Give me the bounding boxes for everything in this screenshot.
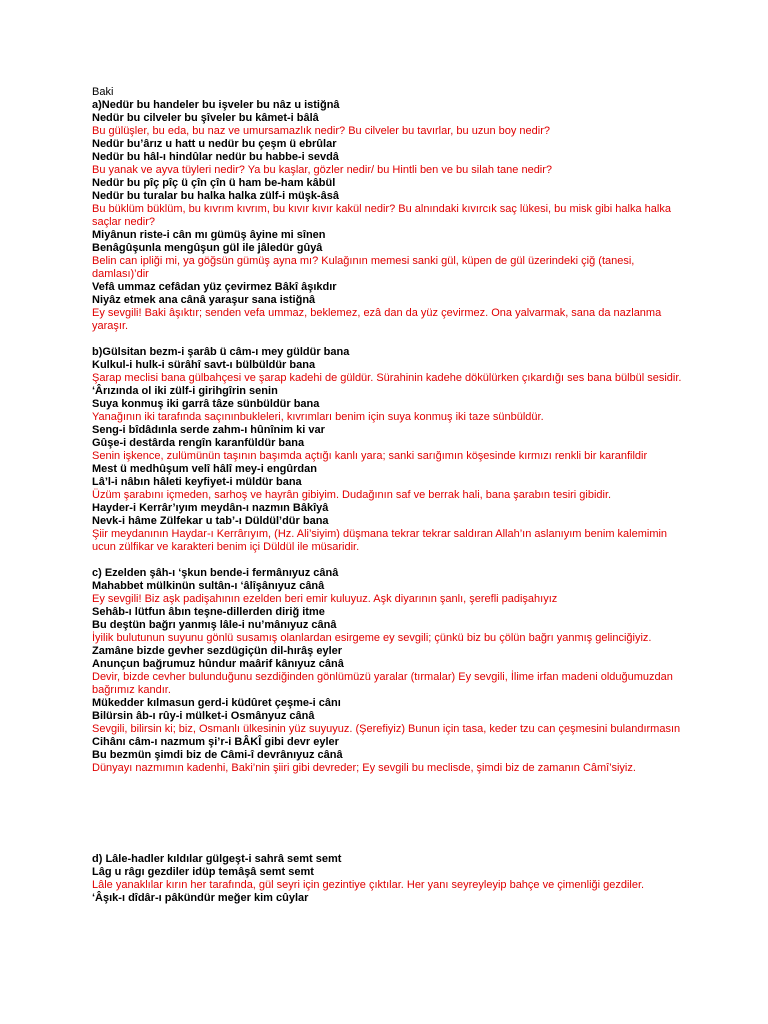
- verse-line: ‘Âşık-ı dîdâr-ı pâkündür meğer kim cûylar: [92, 892, 309, 904]
- verse-line: Lâ’l-i nâbın hâleti keyfiyet-i müldür bana: [92, 476, 302, 488]
- verse-line: Nedür bu’ârız u hatt u nedür bu çeşm ü ebrûlar: [92, 138, 337, 150]
- verse-line: Anunçun bağrumuz hûndur maârif kânıyuz cânâ: [92, 658, 344, 670]
- translation-line: Yanağının iki tarafında saçınınbukleleri, kıvrımları benim için suya konmuş iki taze sünbüldür.: [92, 411, 544, 423]
- verse-line: Seng-i bîdâdınla serde zahm-ı hûnînim ki var: [92, 424, 325, 436]
- section-c: [92, 567, 682, 775]
- verse-line: Nedür bu cilveler bu şîveler bu kâmet-i bâlâ: [92, 112, 319, 124]
- translation-line: Lâle yanaklılar kırın her tarafında, gül seyri için gezintiye çıktılar. Her yanı seyreyleyip bahçe ve çimenliği gezdiler.: [92, 879, 645, 891]
- section-a: [92, 99, 682, 333]
- verse-line: Benâgûşunla mengûşun gül ile jâledür gûyâ: [92, 242, 323, 254]
- translation-line: Senin işkence, zulümünün taşının başımda açtığı kanlı yara; sanki sarığımın köşesinde kırmızı renkli bir karanfildir: [92, 450, 648, 462]
- translation-line: Devir, bizde cevher bulunduğunu sezdiğinden gönlümüzü yaralar (tırmalar) Ey sevgili, İlime irfan madeni olduğumuzdan bağrımız kandır.: [92, 671, 673, 696]
- spacer: [92, 333, 682, 346]
- verse-line: Nedür bu hâl-ı hindûlar nedür bu habbe-i sevdâ: [92, 151, 339, 163]
- translation-line: Şarap meclisi bana gülbahçesi ve şarap kadehi de güldür. Sürahinin kadehe dökülürken çıkardığı ses bana bülbül sesidir.: [92, 372, 682, 384]
- verse-line: Lâg u râgı gezdiler idüp temâşâ semt semt: [92, 866, 314, 878]
- verse-line: Nevk-i hâme Zülfekar u tab’-ı Düldül’dür bana: [92, 515, 329, 527]
- translation-line: Üzüm şarabını içmeden, sarhoş ve hayrân gibiyim. Dudağının saf ve berrak hali, bana şarabın tesiri gibidir.: [92, 489, 612, 501]
- verse-line: Nedür bu turalar bu halka halka zülf-i müşk-âsâ: [92, 190, 339, 202]
- verse-line: Sehâb-ı lütfun âbın teşne-dillerden diriğ itme: [92, 606, 325, 618]
- spacer: [92, 775, 682, 853]
- verse-line: Zamâne bizde gevher sezdügiçün dil-hırâş eyler: [92, 645, 343, 657]
- verse-line: Bu bezmün şimdi biz de Câmi-î devrânıyuz cânâ: [92, 749, 343, 761]
- translation-line: Bu büklüm büklüm, bu kıvrım kıvrım, bu kıvır kıvır kakül nedir? Bu alnındaki kıvırcık saç lükesi, bu misk gibi halka halka saçlar nedir?: [92, 203, 671, 228]
- translation-line: Sevgili, bilirsin ki; biz, Osmanlı ülkesinin yüz suyuyuz. (Şerefiyiz) Bunun için tasa, keder tzu can çeşmesini bulandırmasın: [92, 723, 681, 735]
- verse-line: Mükedder kılmasun gerd-i küdûret çeşme-i cânı: [92, 697, 341, 709]
- translation-line: Ey sevgili! Baki âşıktır; senden vefa ummaz, beklemez, ezâ dan da yüz çevirmez. Ona yalvarmak, sana da nazlanma yaraşır.: [92, 307, 662, 332]
- verse-line: c) Ezelden şâh-ı ‘şkun bende-i fermânıyuz cânâ: [92, 567, 339, 579]
- translation-line: Dünyayı nazmımın kadenhi, Baki’nin şiiri gibi devreder; Ey sevgili bu meclisde, şimdi biz de zamanın Câmî’siyiz.: [92, 762, 636, 774]
- verse-line: Kulkul-i hulk-i sürâhî savt-ı bülbüldür bana: [92, 359, 316, 371]
- verse-line: Mest ü medhûşum velî hâlî mey-i engûrdan: [92, 463, 317, 475]
- translation-line: Bu yanak ve ayva tüyleri nedir? Ya bu kaşlar, gözler nedir/ bu Hintli ben ve bu silah tane nedir?: [92, 164, 553, 176]
- verse-line: b)Gülsitan bezm-i şarâb ü câm-ı mey güldür bana: [92, 346, 350, 358]
- verse-line: Miyânun riste-i cân mı gümüş âyine mi sînen: [92, 229, 326, 241]
- verse-line: Hayder-i Kerrâr’ıyım meydân-ı nazmın Bâkîyâ: [92, 502, 329, 514]
- verse-line: ‘Ârızında ol iki zülf-i girihgîrin senin: [92, 385, 278, 397]
- verse-line: Nedür bu pîç pîç ü çîn çîn ü ham be-ham kâbül: [92, 177, 336, 189]
- verse-line: Cihânı câm-ı nazmum şi’r-i BÂKÎ gibi devr eyler: [92, 736, 339, 748]
- verse-line: Suya konmuş iki garrâ tâze sünbüldür bana: [92, 398, 320, 410]
- verse-line: Bilürsin âb-ı rûy-i mülket-i Osmânyuz cânâ: [92, 710, 315, 722]
- section-b: [92, 346, 682, 554]
- verse-line: Vefâ ummaz cefâdan yüz çevirmez Bâkî âşıkdır: [92, 281, 337, 293]
- document-page: [92, 86, 682, 905]
- verse-line: d) Lâle-hadler kıldılar gülgeşt-i sahrâ semt semt: [92, 853, 342, 865]
- section-d: [92, 853, 682, 905]
- verse-line: Gûşe-i destârda rengîn karanfüldür bana: [92, 437, 305, 449]
- translation-line: Ey sevgili! Biz aşk padişahının ezelden beri emir kuluyuz. Aşk diyarının şanlı, şerefli padişahıyız: [92, 593, 558, 605]
- verse-line: Niyâz etmek ana cânâ yaraşur sana istiğnâ: [92, 294, 316, 306]
- document-title: Baki: [92, 86, 114, 98]
- translation-line: Bu gülüşler, bu eda, bu naz ve umursamazlık nedir? Bu cilveler bu tavırlar, bu uzun boy nedir?: [92, 125, 550, 137]
- verse-line: a)Nedür bu handeler bu işveler bu nâz u istiğnâ: [92, 99, 340, 111]
- verse-line: Bu deştün bağrı yanmış lâle-i nu’mânıyuz cânâ: [92, 619, 337, 631]
- verse-line: Mahabbet mülkinün sultân-ı ‘âlîşânıyuz cânâ: [92, 580, 325, 592]
- translation-line: Belin can ipliği mi, ya göğsün gümüş ayna mı? Kulağının memesi sanki gül, küpen de gül üzerindeki çiğ (tanesi, damlası)’dir: [92, 255, 635, 280]
- translation-line: Şiir meydanının Haydar-ı Kerrârıyım, (Hz. Ali’siyim) düşmana tekrar tekrar saldıran Allah’ın aslanıyım benim kalemimin ucun zülfikar ve karakteri benim içi Düldül ile müsaridir.: [92, 528, 668, 553]
- translation-line: İyilik bulutunun suyunu gönlü susamış olanlardan esirgeme ey sevgili; çünkü biz bu çölün bağrı yanmış gelinciğiyiz.: [92, 632, 652, 644]
- spacer: [92, 554, 682, 567]
